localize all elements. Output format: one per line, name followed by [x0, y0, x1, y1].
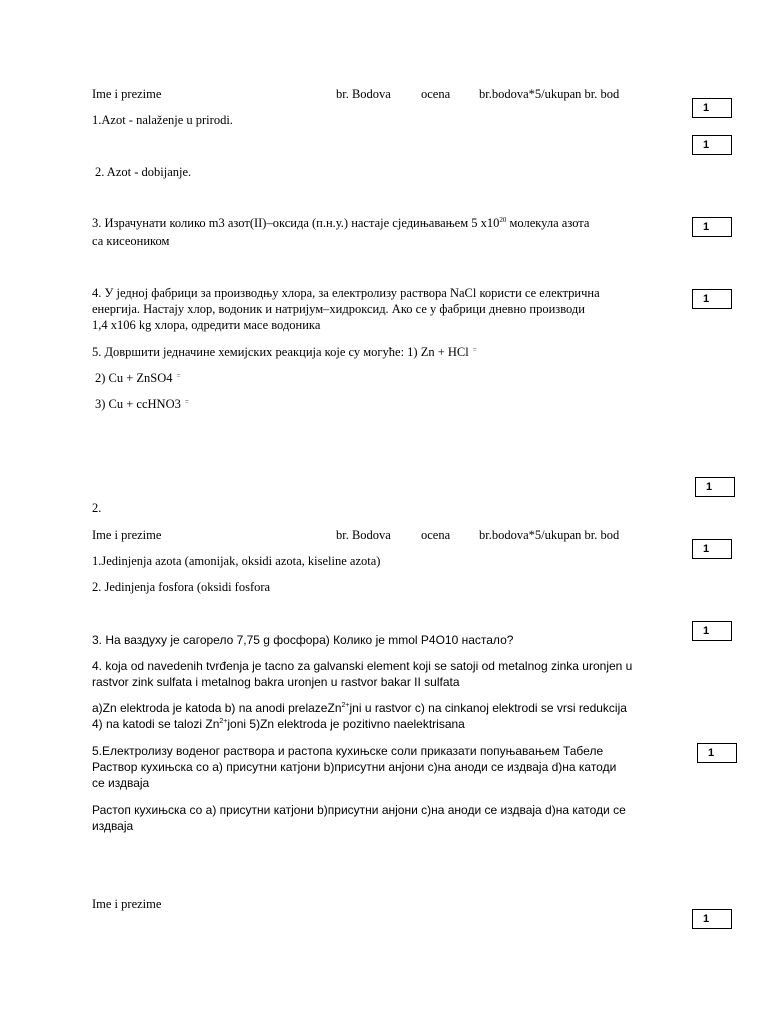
s1-question-1: 1.Azot - nalaženje u prirodi. [92, 113, 233, 127]
s2-question-3: 3. На ваздуху је сагорело 7,75 g фосфора) Колико је mmol P4O10 настало? [92, 633, 514, 647]
s2-question-5-line2: Раствор кухињска со а) присутни катјони b)присутни анјони c)на аноди се издваја d)на катоди [92, 760, 617, 774]
charge-superscript: 2+ [219, 718, 228, 725]
s1-question-4-line3: 1,4 x106 kg хлора, одредити масе водоника [92, 318, 321, 332]
score-box: 1 [697, 743, 737, 763]
score-box: 1 [695, 477, 735, 497]
s2-number: 2. [92, 501, 102, 515]
score-box: 1 [692, 539, 732, 559]
s3-name-label: Ime i prezime [92, 897, 162, 911]
s2-question-4-options-line1: a)Zn elektroda je katoda b) na anodi prelazeZn$^{2+}$jni u rastvor c) na cinkanoj elektrodi se vrsi redukcija [92, 701, 627, 715]
s2-question-5-line1: 5.Електролизу воденог раствора и растопа кухињске соли приказати попуњавањем Табеле [92, 744, 604, 758]
s1-question-4-line2: енергија. Настају хлор, водоник и натријум–хидроксид. Ако се у фабрици дневно производи [92, 302, 585, 316]
equals-mark: = [184, 398, 189, 406]
score-box: 1 [692, 909, 732, 929]
s2-grade-label: ocena [421, 528, 451, 542]
score-box: 1 [692, 289, 732, 309]
score-box: 1 [692, 98, 732, 118]
s2-question-4-options-line2: 4) na katodi se talozi $Zn^{2+}joni$ 5)Zn elektroda je pozitivno naelektrisana [92, 717, 465, 731]
s1-name-label: Ime i prezime [92, 87, 162, 101]
s2-question-5-line3: се издваја [92, 776, 150, 790]
s1-question-5-line3: 3) Cu + ccHNO3 = [95, 397, 189, 411]
score-box: 1 [692, 217, 732, 237]
s1-question-5-line1: 5. Довршити једначине хемијских реакција које су могуће: 1) Zn + HCl = [92, 345, 477, 359]
s2-name-label: Ime i prezime [92, 528, 162, 542]
s1-grade-label: ocena [421, 87, 451, 101]
s1-points-label: br. Bodova [336, 87, 391, 101]
s2-question-6-line1: Растоп кухињска со а) присутни катјони b)присутни анјони c)на аноди се издваја d)на катоди се [92, 803, 626, 817]
equals-mark: = [472, 346, 477, 354]
s2-points-label: br. Bodova [336, 528, 391, 542]
s1-question-5-line2: 2) Cu + ZnSO4 = [95, 371, 181, 385]
s2-formula-label: br.bodova*5/ukupan br. bod [479, 528, 620, 542]
score-box: 1 [692, 135, 732, 155]
s1-question-3-line1: 3. Израчунати колико m3 азот(II)–оксида (п.н.у.) настаје сједињавањем 5 $x10^{20}$ молекула азота [92, 216, 590, 230]
s2-question-6-line2: издваја [92, 819, 134, 833]
s2-question-4-line1: 4. koja od navedenih tvrđenja je tacno za galvanski element koji se satoji od metalnog zinka uronjen u [92, 659, 633, 673]
equals-mark: = [176, 372, 181, 380]
score-box: 1 [692, 621, 732, 641]
charge-superscript: 2+ [341, 702, 350, 709]
exponent: 20 [499, 216, 507, 224]
s2-question-4-line2: rastvor zink sulfata i metalnog bakra uronjen u rastvor bakar II sulfata [92, 675, 460, 689]
s1-question-3-line2: са кисеоником [92, 234, 170, 248]
s2-question-2: 2. Jedinjenja fosfora (oksidi fosfora [92, 580, 271, 594]
s1-formula-label: br.bodova*5/ukupan br. bod [479, 87, 620, 101]
s1-question-4-line1: 4. У једној фабрици за производњу хлора, за електролизу раствора NaCl користи се електрична [92, 286, 600, 300]
s2-question-1: 1.Jedinjenja azota (amonijak, oksidi azota, kiseline azota) [92, 554, 381, 568]
s1-question-2: 2. Azot - dobijanje. [95, 165, 192, 179]
